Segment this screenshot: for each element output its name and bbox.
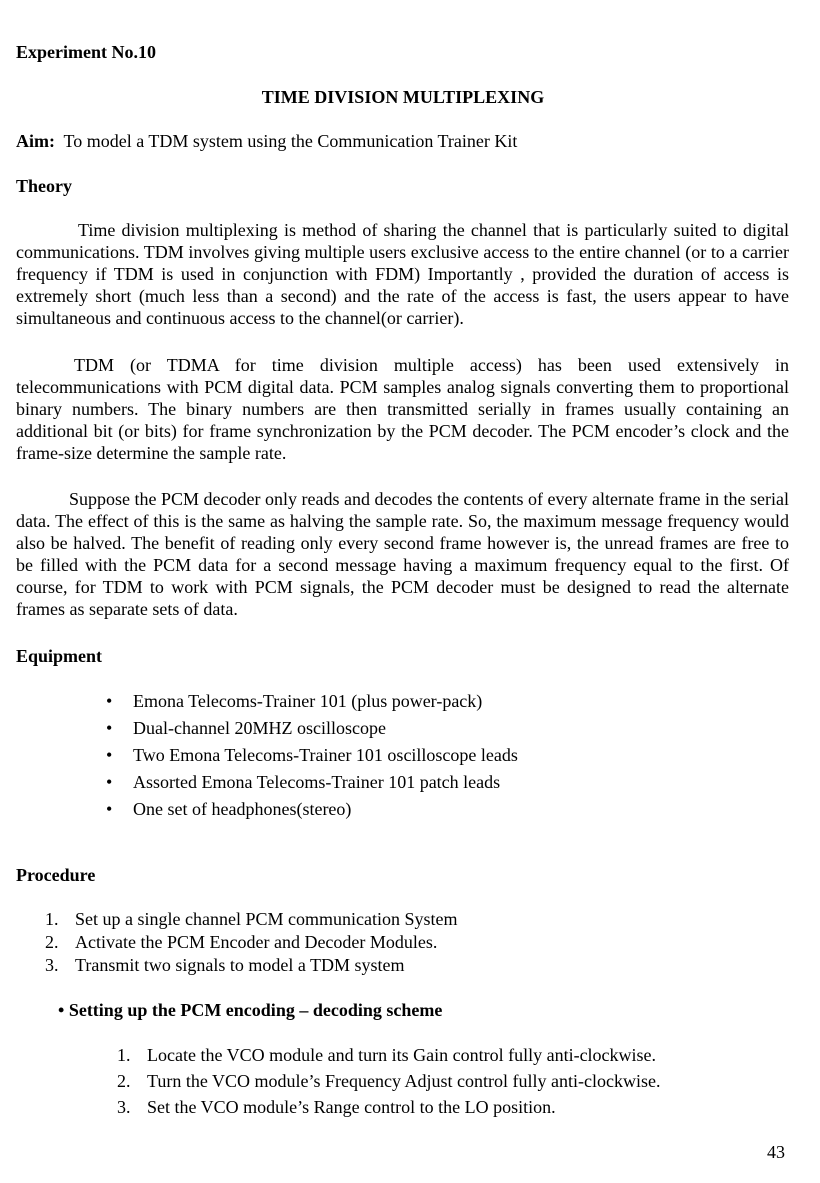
step-number: 3. bbox=[45, 955, 59, 975]
bullet-icon: • bbox=[58, 1000, 65, 1020]
list-item: • One set of headphones(stereo) bbox=[133, 798, 773, 825]
step-text: Locate the VCO module and turn its Gain control fully anti-clockwise. bbox=[147, 1045, 657, 1065]
step-text: Turn the VCO module’s Frequency Adjust control fully anti-clockwise. bbox=[147, 1071, 661, 1091]
step-text: Set up a single channel PCM communication System bbox=[75, 909, 458, 929]
list-item: • Dual-channel 20MHZ oscilloscope bbox=[133, 717, 773, 744]
list-item: • Emona Telecoms-Trainer 101 (plus power-pack) bbox=[133, 690, 773, 717]
equipment-heading: Equipment bbox=[16, 646, 103, 666]
equipment-list bbox=[133, 690, 773, 825]
aim-line bbox=[16, 130, 517, 152]
list-item: • Two Emona Telecoms-Trainer 101 oscilloscope leads bbox=[133, 744, 773, 771]
list-item bbox=[117, 1096, 767, 1122]
theory-paragraph-1: Time division multiplexing is method of sharing the channel that is particularly suited to digital communications. TDM involves giving multiple users exclusive access to the entire channel (or to a carrier frequency if TDM is used in conjunction with FDM) Importantly , provided the duration of access is extremely short (much less than a second) and the rate of the access is fast, the users appear to have simultaneous and continuous access to the channel(or carrier). bbox=[16, 220, 789, 328]
page-title: TIME DIVISION MULTIPLEXING bbox=[261, 87, 545, 107]
subsection-steps bbox=[117, 1044, 767, 1122]
step-number: 1. bbox=[117, 1045, 131, 1065]
subsection-heading bbox=[58, 999, 442, 1021]
step-text: Transmit two signals to model a TDM system bbox=[75, 955, 405, 975]
list-item bbox=[117, 1070, 767, 1096]
step-number: 2. bbox=[45, 932, 59, 952]
step-number: 3. bbox=[117, 1097, 131, 1117]
step-number: 1. bbox=[45, 909, 59, 929]
theory-heading: Theory bbox=[16, 176, 72, 196]
list-item bbox=[117, 1044, 767, 1070]
procedure-heading: Procedure bbox=[16, 865, 96, 885]
list-item bbox=[45, 908, 745, 931]
theory-paragraph-3: Suppose the PCM decoder only reads and decodes the contents of every alternate frame in the serial data. The effect of this is the same as halving the sample rate. So, the maximum message frequency would also be halved. The benefit of reading only every second frame however is, the unread frames are free to be filled with the PCM data for a second message having a maximum frequency equal to the first. Of course, for TDM to work with PCM signals, the PCM decoder must be designed to read the alternate frames as separate sets of data. bbox=[16, 489, 789, 619]
page-number: 43 bbox=[767, 1142, 785, 1162]
step-number: 2. bbox=[117, 1071, 131, 1091]
subsection-heading-text: Setting up the PCM encoding – decoding scheme bbox=[68, 1000, 443, 1020]
aim-text: To model a TDM system using the Communication Trainer Kit bbox=[63, 131, 518, 151]
aim-label: Aim: bbox=[16, 131, 55, 151]
list-item: • Assorted Emona Telecoms-Trainer 101 patch leads bbox=[133, 771, 773, 798]
procedure-list bbox=[45, 908, 745, 977]
list-item bbox=[45, 931, 745, 954]
step-text: Activate the PCM Encoder and Decoder Modules. bbox=[75, 932, 438, 952]
theory-paragraph-2: TDM (or TDMA for time division multiple access) has been used extensively in telecommunications with PCM digital data. PCM samples analog signals converting them to proportional binary numbers. The binary numbers are then transmitted serially in frames usually containing an additional bit (or bits) for frame synchronization by the PCM decoder. The PCM encoder’s clock and the frame-size determine the sample rate. bbox=[16, 355, 789, 463]
experiment-label: Experiment No.10 bbox=[16, 42, 156, 62]
step-text: Set the VCO module’s Range control to the LO position. bbox=[147, 1097, 556, 1117]
list-item bbox=[45, 954, 745, 977]
